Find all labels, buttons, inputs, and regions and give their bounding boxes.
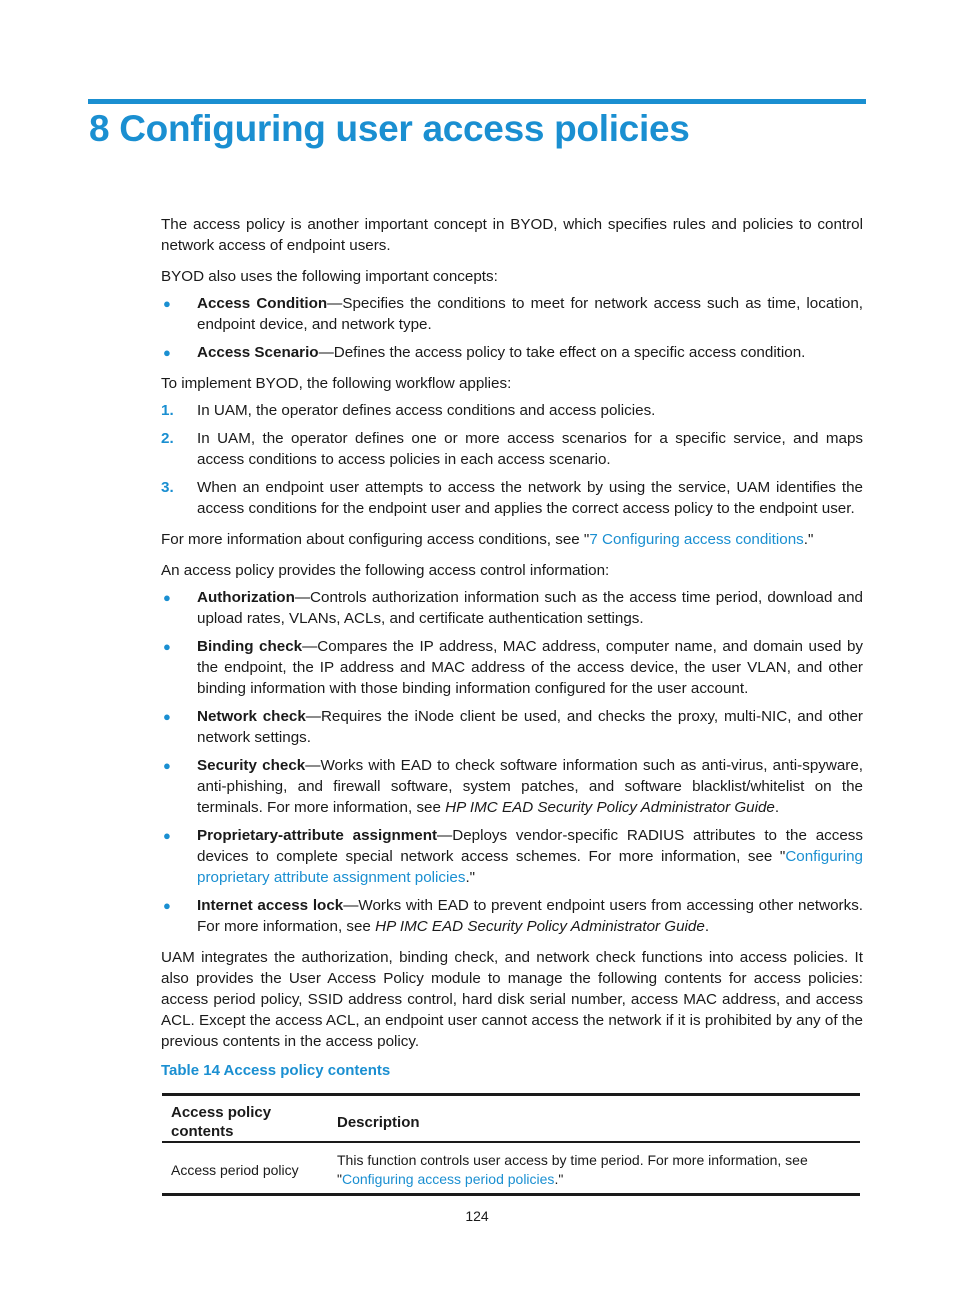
bullet-icon: ●: [163, 898, 171, 913]
table-cell: Access period policy: [171, 1161, 299, 1178]
workflow-list: [161, 400, 863, 519]
column-header: Access policy contents: [171, 1104, 272, 1140]
term-text: —Specifies the conditions to meet for network access such as time, location, endpoint device, and network type.: [197, 295, 863, 333]
term: Access Scenario: [197, 344, 319, 361]
list-item: [161, 293, 863, 335]
table-row: [162, 1142, 860, 1195]
list-item: [161, 477, 863, 519]
bullet-icon: ●: [163, 590, 171, 605]
text: .": [465, 869, 476, 886]
main-content: [161, 214, 863, 1196]
list-item: [161, 400, 863, 421]
term: Binding check: [197, 638, 303, 655]
step-text: In UAM, the operator defines access conditions and access policies.: [197, 402, 656, 419]
concepts-list: [161, 293, 863, 363]
list-item: [161, 755, 863, 818]
uam-paragraph: UAM integrates the authorization, binding check, and network check functions into access policies. It also provides the User Access Policy module to manage the following contents for access policies: access period policy, SSID address control, hard disk serial number, access MAC address, and access ACL. Except the access ACL, an endpoint user cannot access the network if it is prohibited by any of the previous contents in the access policy.: [161, 949, 863, 1050]
chapter-title: 8 Configuring user access policies: [89, 108, 690, 149]
step-number: 1.: [161, 402, 174, 419]
column-header: Description: [337, 1113, 420, 1131]
term-text: —Controls authorization information such as the access time period, download and upload rates, VLANs, ACLs, and certificate authentication settings.: [197, 589, 863, 627]
term: Security check: [197, 757, 306, 774]
more-info-paragraph: [161, 529, 863, 550]
text: .": [803, 531, 814, 548]
term-text: —Works with EAD to prevent endpoint users from accessing other networks. For more information, see: [197, 897, 864, 935]
access-conditions-link[interactable]: 7 Configuring access conditions: [589, 531, 804, 548]
list-item: [161, 587, 863, 629]
term: Access Condition: [197, 295, 328, 312]
text: .: [704, 918, 710, 935]
term-text: —Requires the iNode client be used, and checks the proxy, multi-NIC, and other network settings.: [197, 708, 863, 746]
chapter-rule: [88, 99, 866, 104]
workflow-lead: To implement BYOD, the following workflow applies:: [161, 375, 512, 392]
access-period-link[interactable]: Configuring access period policies: [341, 1171, 555, 1187]
list-item: [161, 342, 863, 363]
bullet-icon: ●: [163, 296, 171, 311]
control-lead: An access policy provides the following access control information:: [161, 562, 610, 579]
term: Internet access lock: [197, 897, 344, 914]
bullet-icon: ●: [163, 345, 171, 360]
step-text: When an endpoint user attempts to access the network by using the service, UAM identifies the access conditions for the endpoint user and applies the correct access policy to the endpoint user.: [197, 479, 863, 517]
list-item: [161, 825, 863, 888]
bullet-icon: ●: [163, 758, 171, 773]
page-number: 124: [465, 1208, 489, 1224]
intro-paragraph: The access policy is another important concept in BYOD, which specifies rules and policies to control network access of endpoint users.: [161, 216, 863, 254]
list-item: [161, 636, 863, 699]
list-item: [161, 428, 863, 470]
access-policy-table: [162, 1093, 860, 1196]
table-cell: [328, 1142, 860, 1195]
list-item: [161, 895, 863, 937]
step-text: In UAM, the operator defines one or more access scenarios for a specific service, and maps access conditions to access policies in each access scenario.: [197, 430, 863, 468]
guide-title: HP IMC EAD Security Policy Administrator Guide: [375, 918, 705, 935]
text: .": [554, 1171, 564, 1187]
step-number: 3.: [161, 479, 174, 496]
table-caption: Table 14 Access policy contents: [161, 1062, 391, 1079]
list-item: [161, 706, 863, 748]
text: This function controls user access by time period. For more information, see ": [337, 1152, 808, 1187]
bullet-icon: ●: [163, 709, 171, 724]
text: For more information about configuring access conditions, see ": [161, 531, 590, 548]
controls-list: [161, 587, 863, 937]
term: Proprietary-attribute assignment: [197, 827, 438, 844]
bullet-icon: ●: [163, 828, 171, 843]
step-number: 2.: [161, 430, 174, 447]
term-text: —Defines the access policy to take effect on a specific access condition.: [318, 344, 806, 361]
term: Network check: [197, 708, 306, 725]
guide-title: HP IMC EAD Security Policy Administrator Guide: [445, 799, 775, 816]
proprietary-attribute-link[interactable]: Configuring proprietary attribute assignment policies: [197, 848, 863, 886]
text: .: [774, 799, 780, 816]
term-text: —Compares the IP address, MAC address, computer name, and domain used by the endpoint, the IP address and MAC address of the access device, the user VLAN, and other binding information with those binding information configured for the user account.: [197, 638, 863, 697]
term-text: —Deploys vendor-specific RADIUS attributes to the access devices to complete special network access schemes. For more information, see ": [197, 827, 863, 865]
bullet-icon: ●: [163, 639, 171, 654]
term: Authorization: [197, 589, 295, 606]
concepts-lead: BYOD also uses the following important concepts:: [161, 268, 498, 285]
term-text: —Works with EAD to check software information such as anti-virus, anti-spyware, anti-phishing, and firewall software, system patches, and software blacklist/whitelist on the terminals. For more information, see: [197, 757, 863, 816]
table-header-row: [162, 1095, 860, 1143]
